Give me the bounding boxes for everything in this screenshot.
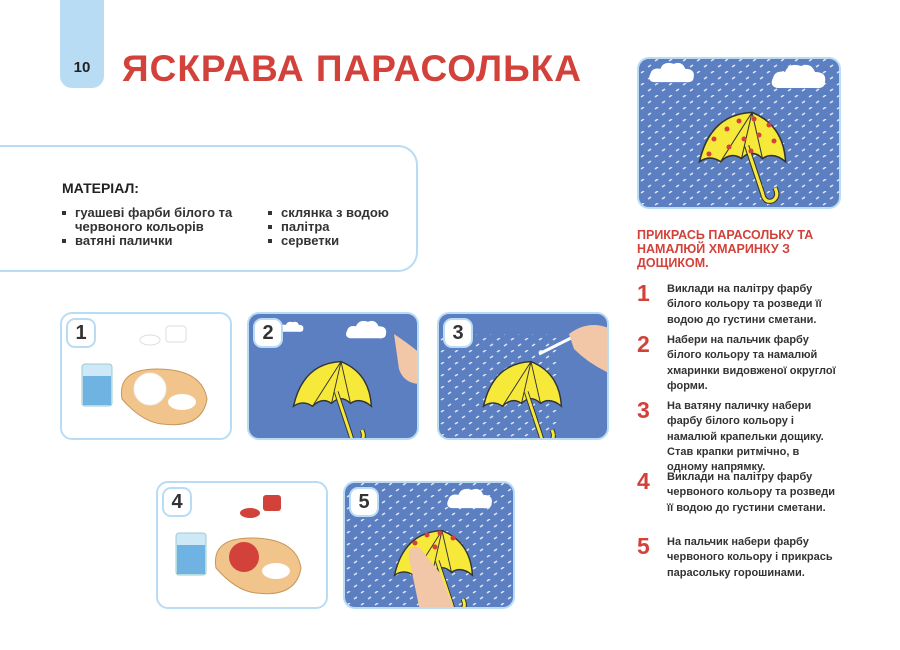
materials-box (0, 145, 418, 272)
palette-icon (215, 538, 301, 594)
step-text: На пальчик набери фарбу червоного кольору і прикрась парасольку горошинами. (667, 536, 833, 579)
cloud-icon (346, 321, 386, 338)
material-item: ватяні палички (62, 234, 242, 248)
step-number: 4 (637, 468, 650, 494)
umbrella-icon (294, 362, 372, 440)
page-number-tab (60, 0, 104, 88)
step-badge: 2 (253, 318, 283, 348)
material-item: гуашеві фарби білого та червоного кольорів (62, 206, 242, 234)
step-text: Виклади на палітру фарбу червоного кольору та розведи її водою до густини сметани. (667, 471, 835, 514)
material-item: склянка з водою (268, 206, 418, 220)
material-item: серветки (268, 234, 418, 248)
step-4-panel (156, 481, 328, 609)
step-3-panel (437, 312, 609, 440)
step-2-panel (247, 312, 419, 440)
page-number: 10 (73, 59, 91, 76)
step-5-panel (343, 481, 515, 609)
paint-jar-icon (263, 495, 281, 511)
page-title: ЯСКРАВА ПАРАСОЛЬКА (122, 48, 582, 89)
materials-list-1 (62, 206, 242, 248)
step-badge: 5 (349, 487, 379, 517)
hand-icon (394, 334, 419, 384)
material-item: палітра (268, 220, 418, 234)
step-number: 2 (637, 331, 650, 357)
materials-heading: МАТЕРІАЛ: (62, 180, 139, 196)
step-number: 1 (637, 280, 650, 306)
materials-list-2 (268, 206, 418, 248)
step-badge: 3 (443, 318, 473, 348)
paint-jar-icon (166, 326, 186, 342)
finished-umbrella-illustration (637, 57, 841, 209)
step-text: Виклади на палітру фарбу білого кольору та розведи її водою до густини сметани. (667, 283, 822, 326)
step-1-panel (60, 312, 232, 440)
task-heading: ПРИКРАСЬ ПАРАСОЛЬКУ ТА НАМАЛЮЙ ХМАРИНКУ З ДОЩИКОМ. (637, 228, 814, 270)
step-badge: 1 (66, 318, 96, 348)
step-text: Набери на пальчик фарбу білого кольору та намалюй хмаринки видовженої округлої форми. (667, 334, 836, 392)
step-text: На ватяну паличку набери фарбу білого кольору і намалюй крапельки дощику. Став крапки ритмічно, в одному напрямку. (667, 400, 824, 474)
step-number: 5 (637, 533, 650, 559)
step-badge: 4 (162, 487, 192, 517)
cloud-icon (280, 322, 303, 332)
hand-icon (569, 325, 609, 374)
step-number: 3 (637, 397, 650, 423)
